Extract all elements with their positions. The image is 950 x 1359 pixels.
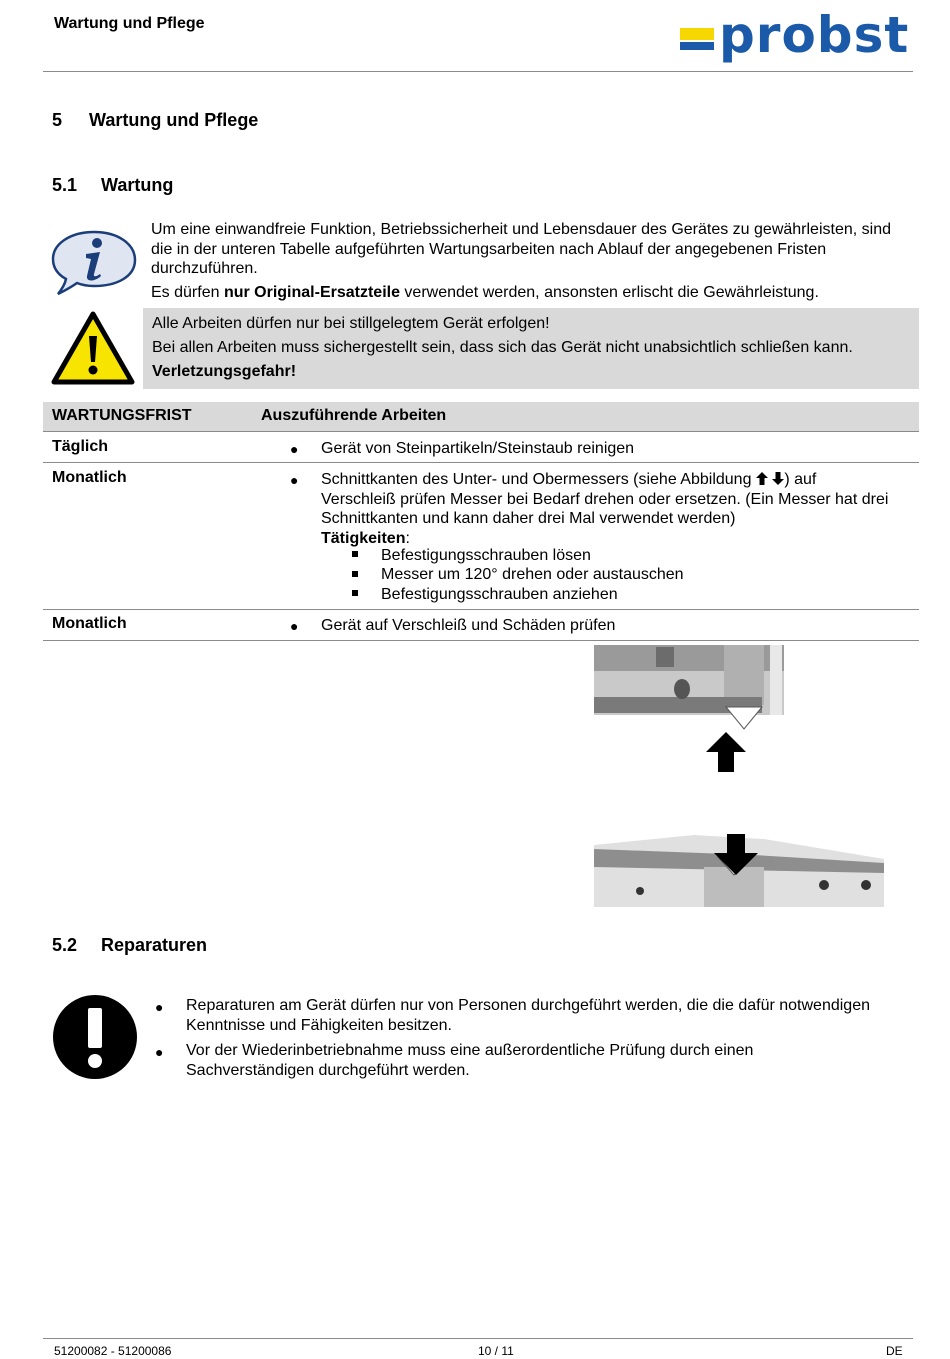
text-fragment: ) auf (784, 471, 817, 488)
activities-title: Tätigkeiten (321, 529, 406, 547)
table-row-interval: Täglich (52, 438, 109, 455)
text-fragment: Schnittkanten des Unter- und Obermessers (siehe Abbildung (321, 471, 756, 488)
section-number: 5 (52, 110, 63, 130)
repair-item: Vor der Wiederinbetriebnahme muss eine außerordentliche Prüfung durch einen Sachverständigen durchgeführt werden. (186, 1042, 754, 1079)
footer-doc-number: 51200082 - 51200086 (54, 1344, 172, 1358)
activity-item: Messer um 120° drehen oder austauschen (381, 566, 684, 583)
row-divider (43, 640, 919, 641)
logo-yellow-bar (680, 28, 714, 40)
bullet-dot: ● (290, 472, 299, 488)
section-title: Reparaturen (101, 935, 208, 955)
column-header-tasks: Auszuführende Arbeiten (261, 407, 447, 424)
section-heading-5-2 (52, 935, 207, 956)
table-row-task: Gerät auf Verschleiß und Schäden prüfen (321, 617, 616, 634)
emphasis-text: nur Original-Ersatzteile (223, 284, 400, 301)
probst-logo (680, 6, 910, 68)
activity-item: Befestigungsschrauben lösen (381, 547, 591, 564)
exclamation-icon (52, 994, 138, 1080)
section-heading-5-1 (52, 175, 173, 196)
warning-line: Bei allen Arbeiten muss sichergestellt sein, dass sich das Gerät nicht unabsichtlich schließen kann. (152, 339, 853, 356)
info-icon (50, 228, 138, 298)
activity-item: Befestigungsschrauben anziehen (381, 586, 618, 603)
header-title: Wartung und Pflege (54, 15, 205, 32)
text-fragment: verwendet werden, ansonsten erlischt die Gewährleistung. (399, 284, 819, 301)
row-divider (43, 462, 919, 463)
warning-box (143, 308, 919, 389)
footer-language: DE (886, 1344, 903, 1358)
column-header-interval: WARTUNGSFRIST (52, 407, 192, 424)
text-fragment: Es dürfen (151, 284, 224, 301)
table-row-task (321, 470, 901, 548)
table-row-interval: Monatlich (52, 615, 127, 632)
bullet-dot: ● (155, 1044, 164, 1060)
bullet-dot: ● (290, 618, 299, 634)
bullet-dot: ● (155, 999, 164, 1015)
task-description: Verschleiß prüfen Messer bei Bedarf drehen oder ersetzen. (Ein Messer hat drei Schnittkanten und kann daher drei Mal verwendet werden) (321, 490, 889, 527)
table-row-task: Gerät von Steinpartikeln/Steinstaub reinigen (321, 440, 635, 457)
section-heading-5 (52, 110, 258, 131)
section-number: 5.1 (52, 175, 78, 195)
section-number: 5.2 (52, 935, 78, 955)
footer-divider (43, 1338, 913, 1339)
footer-page-number: 10 / 11 (478, 1344, 514, 1358)
blade-illustration (594, 645, 890, 907)
logo-text: probst (719, 6, 910, 64)
bullet-dot: ● (290, 441, 299, 457)
square-bullet (352, 551, 358, 557)
table-header (43, 402, 919, 432)
warning-line: Alle Arbeiten dürfen nur bei stillgelegtem Gerät erfolgen! (152, 315, 550, 332)
square-bullet (352, 590, 358, 596)
table-row-interval: Monatlich (52, 469, 127, 486)
section-title: Wartung (101, 175, 174, 195)
warning-emphasis: Verletzungsgefahr! (152, 363, 297, 380)
header-divider (43, 71, 913, 72)
text-fragment: : (405, 529, 410, 547)
warning-triangle-icon (51, 311, 135, 385)
spare-parts-paragraph (151, 283, 911, 303)
arrow-up-icon (756, 472, 768, 485)
row-divider (43, 609, 919, 610)
logo-blue-bar (680, 42, 714, 50)
arrow-down-icon (772, 472, 784, 485)
info-paragraph: Um eine einwandfreie Funktion, Betriebssicherheit und Lebensdauer des Gerätes zu gewährleisten, sind die in der unteren Tabelle aufgeführten Wartungsarbeiten nach Ablauf der angegebenen Fristen durchzuführen. (151, 221, 891, 277)
repair-item: Reparaturen am Gerät dürfen nur von Personen durchgeführt werden, die die dafür notwendigen Kenntnisse und Fähigkeiten besitzen. (186, 997, 870, 1034)
square-bullet (352, 571, 358, 577)
section-title: Wartung und Pflege (89, 110, 259, 130)
